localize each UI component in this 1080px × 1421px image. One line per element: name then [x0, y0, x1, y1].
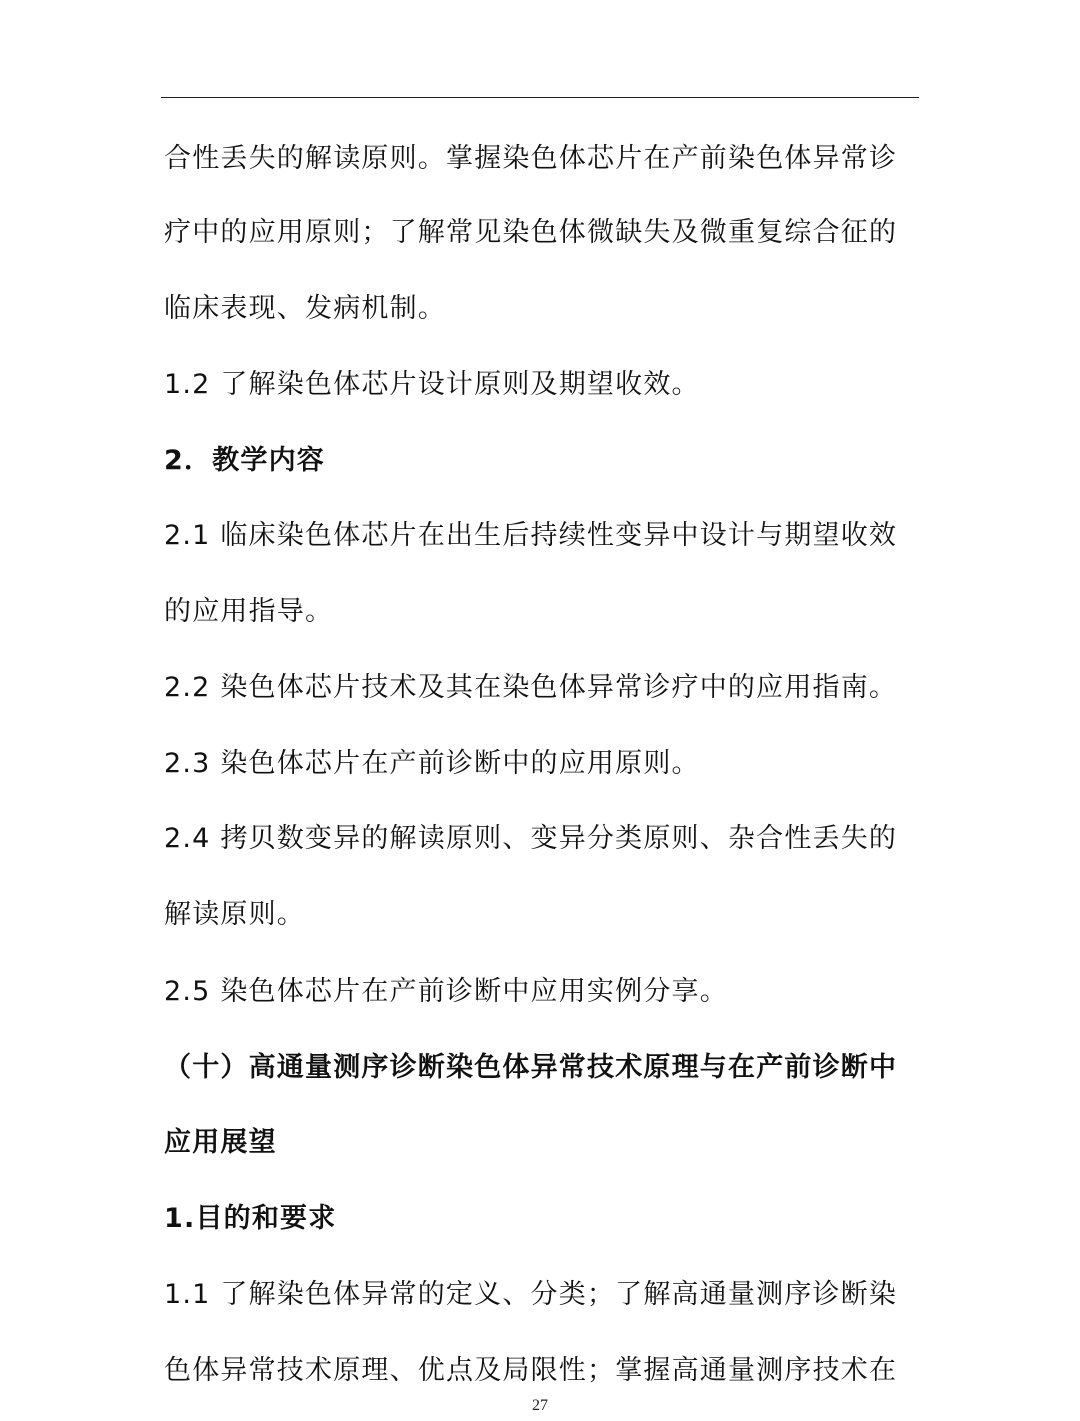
text-line: 2.3 染色体芯片在产前诊断中的应用原则。: [164, 748, 700, 779]
text-line: 解读原则。: [164, 899, 305, 930]
text-line: 2.4 拷贝数变异的解读原则、变异分类原则、杂合性丢失的: [164, 823, 898, 854]
section-heading: 1.目的和要求: [164, 1203, 337, 1234]
text-line: 2.1 临床染色体芯片在出生后持续性变异中设计与期望收效: [164, 520, 898, 551]
text-line: 1.2 了解染色体芯片设计原则及期望收效。: [164, 369, 700, 400]
header-divider: [161, 97, 919, 98]
page-number: 27: [532, 1397, 548, 1414]
chapter-heading: （十）高通量测序诊断染色体异常技术原理与在产前诊断中: [164, 1052, 898, 1083]
text-line: 合性丢失的解读原则。掌握染色体芯片在产前染色体异常诊: [164, 143, 898, 174]
text-line: 临床表现、发病机制。: [164, 293, 446, 324]
section-heading: 2．教学内容: [164, 445, 325, 476]
text-line: 的应用指导。: [164, 596, 334, 627]
text-line: 疗中的应用原则；了解常见染色体微缺失及微重复综合征的: [164, 217, 898, 248]
text-line: 2.5 染色体芯片在产前诊断中应用实例分享。: [164, 976, 728, 1007]
text-line: 2.2 染色体芯片技术及其在染色体异常诊疗中的应用指南。: [164, 672, 898, 703]
text-line: 色体异常技术原理、优点及局限性；掌握高通量测序技术在: [164, 1355, 898, 1386]
text-line: 1.1 了解染色体异常的定义、分类；了解高通量测序诊断染: [164, 1279, 898, 1310]
chapter-heading-continued: 应用展望: [164, 1127, 277, 1158]
